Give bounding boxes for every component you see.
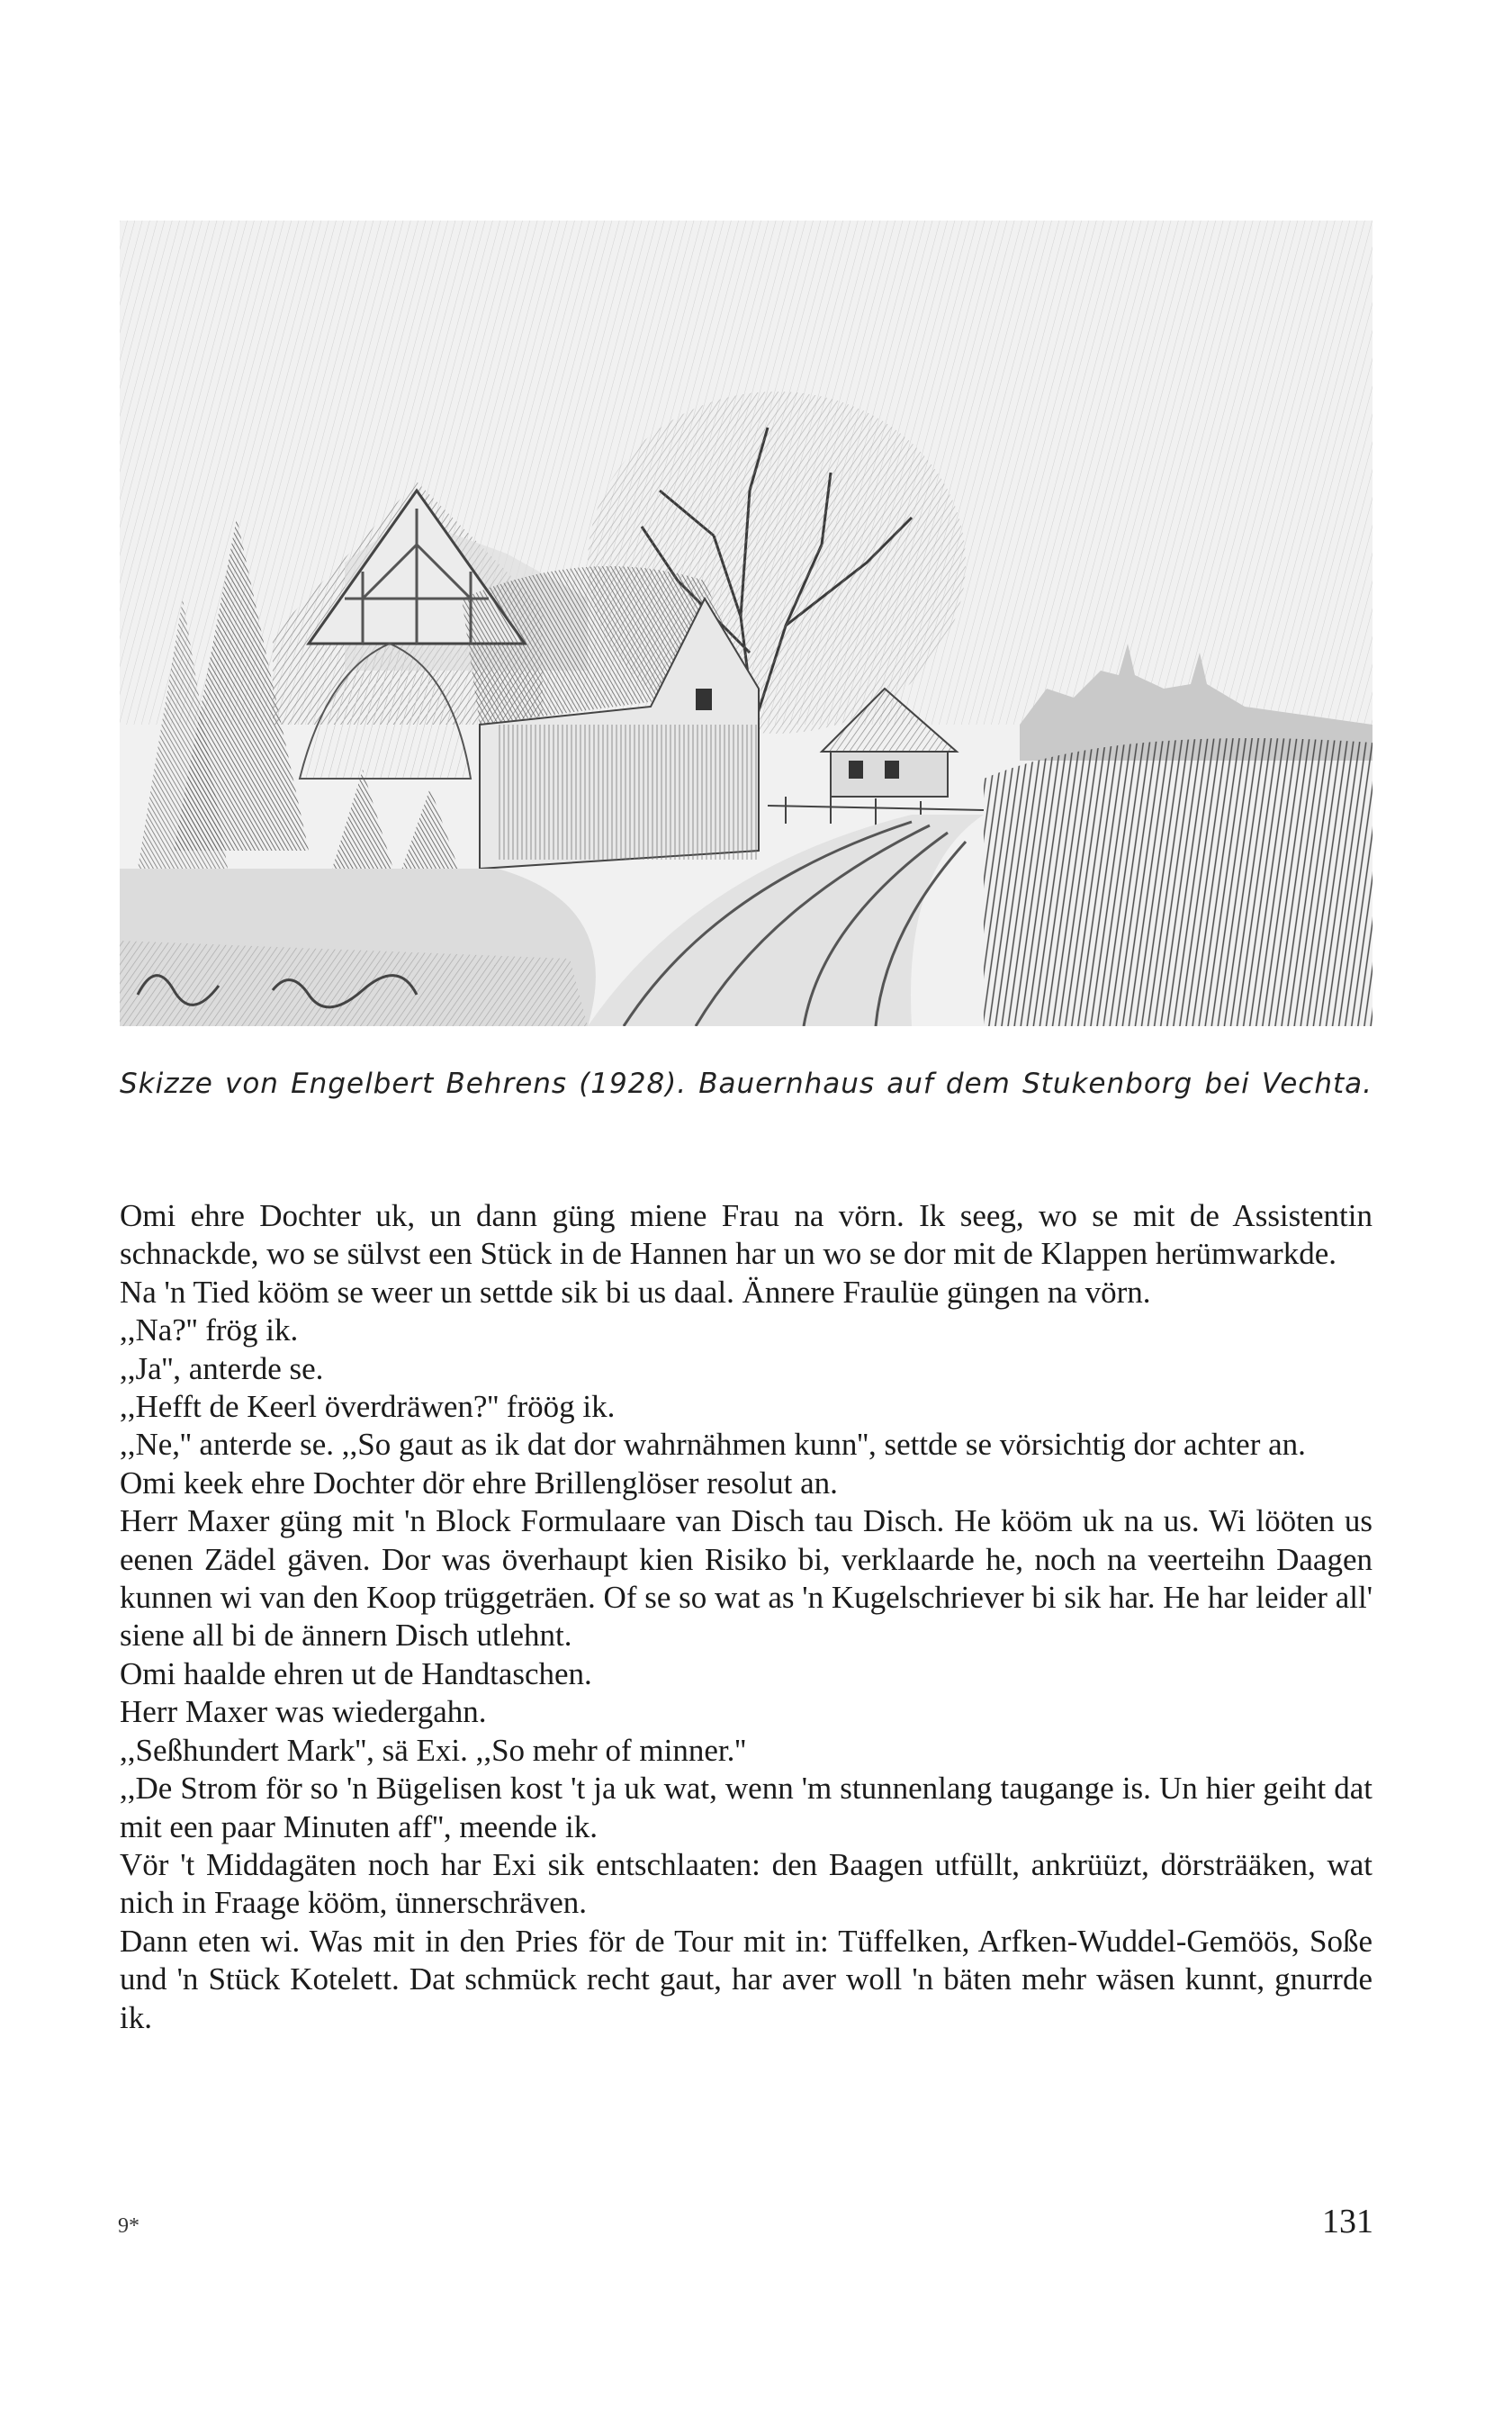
paragraph: Omi ehre Dochter uk, un dann güng miene Frau na vörn. Ik seeg, wo se mit de Assistentin schnackde, wo se sülvst een Stück in de Hannen har un wo se dor mit de Klappen herümwarkde. <box>120 1198 1372 1272</box>
farmhouse-sketch-drawing <box>120 221 1372 1026</box>
paragraph: Dann eten wi. Was mit in den Pries för de Tour mit in: Tüffelken, Arfken-Wuddel-Gemöös, Soße und 'n Stück Kotelett. Dat schmück recht gaut, har aver woll 'n bäten mehr wäsen kunnt, gnurrde ik. <box>120 1923 1372 2035</box>
paragraph: Omi keek ehre Dochter dör ehre Brillenglöser resolut an. <box>120 1465 838 1501</box>
paragraph: Omi haalde ehren ut de Handtaschen. <box>120 1655 592 1691</box>
paragraph: ,,Hefft de Keerl överdräwen?'' fröög ik. <box>120 1389 616 1425</box>
paragraph: Herr Maxer güng mit 'n Block Formulaare van Disch tau Disch. He kööm uk na us. Wi lööten us eenen Zädel gäven. Dor was överhaupt kien Risiko bi, verklaarde he, noch na veerteihn Daagen kunnen wi van den Koop trüggeträen. Of se so wat as 'n Kugelschriever bi sik har. He har leider all' siene all bi de ännern Disch utlehnt. <box>120 1503 1372 1654</box>
paragraph: ,,Ja'', anterde se. <box>120 1350 324 1386</box>
paragraph: ,,Ne,'' anterde se. ,,So gaut as ik dat dor wahrnähmen kunn'', settde se vörsichtig dor achter an. <box>120 1427 1306 1463</box>
paragraph: Na 'n Tied kööm se weer un settde sik bi us daal. Ännere Fraulüe güngen na vörn. <box>120 1274 1151 1310</box>
paragraph: Vör 't Middagäten noch har Exi sik entschlaaten: den Baagen utfüllt, ankrüüzt, dörsträäken, wat nich in Fraage kööm, ünnerschräven. <box>120 1846 1372 1921</box>
signature-mark: 9* <box>118 2214 140 2238</box>
page-number: 131 <box>1322 2203 1373 2240</box>
story-text <box>120 1197 1372 2037</box>
paragraph: ,,De Strom för so 'n Bügelisen kost 't ja uk wat, wenn 'm stunnenlang taugange is. Un hier geiht dat mit een paar Minuten aff'', meende ik. <box>120 1771 1372 1844</box>
sketch-illustration <box>120 221 1372 1026</box>
paragraph: ,,Seßhundert Mark'', sä Exi. ,,So mehr of minner.'' <box>120 1732 746 1768</box>
figure-caption: Skizze von Engelbert Behrens (1928). Bauernhaus auf dem Stukenborg bei Vechta. <box>120 1068 1372 1100</box>
paragraph: ,,Na?'' frög ik. <box>120 1312 299 1348</box>
paragraph: Herr Maxer was wiedergahn. <box>120 1694 487 1730</box>
